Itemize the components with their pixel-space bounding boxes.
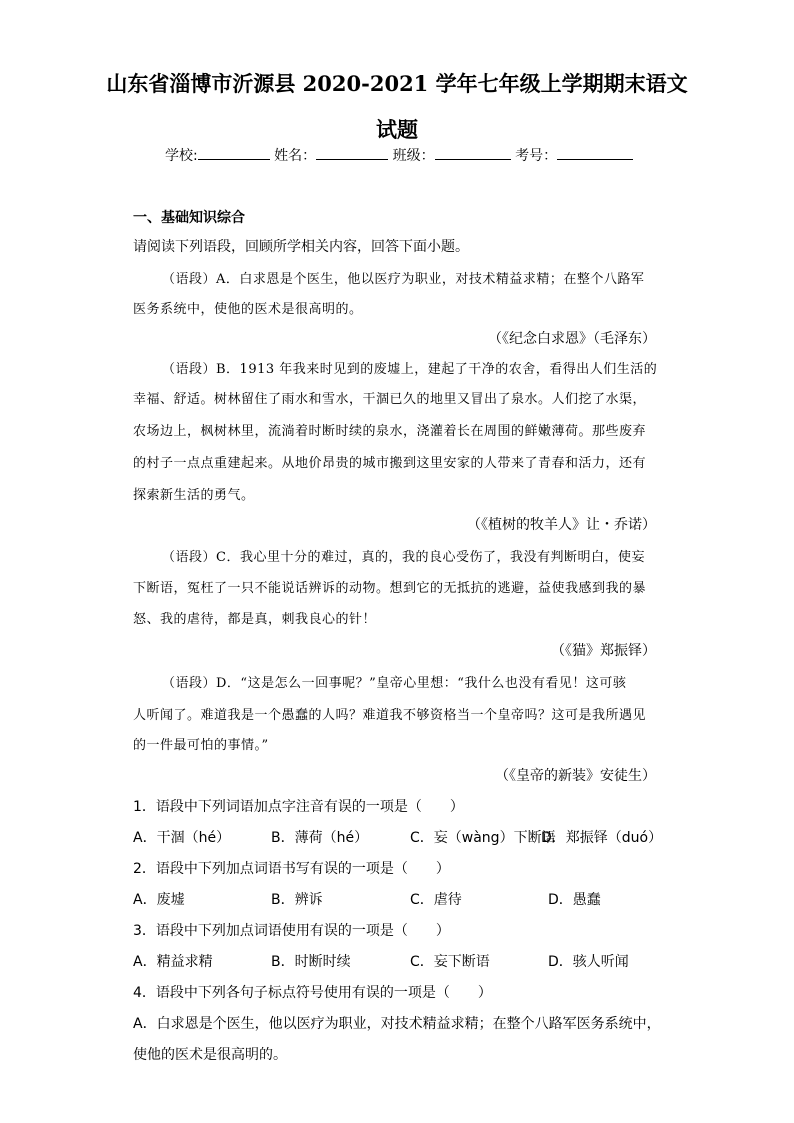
question-2-option-c[interactable]: C．虐待 xyxy=(410,892,462,908)
passage-d-line: （语段）D．“这是怎么一回事呢？”皇帝心里想：“我什么也没有看见！这可骇 xyxy=(162,676,627,691)
number-blank[interactable] xyxy=(557,145,633,160)
passage-a-line: （语段）A．白求恩是个医生，他以医疗为职业，对技术精益求精；在整个八路军 xyxy=(162,272,645,287)
question-2-option-d[interactable]: D．愚蠢 xyxy=(548,892,601,908)
page-title-line1: 山东省淄博市沂源县 2020-2021 学年七年级上学期期末语文 xyxy=(106,71,688,96)
passage-b-line: 幸福、舒适。树林留住了雨水和雪水，干涸已久的地里又冒出了泉水。人们挖了水渠， xyxy=(133,392,647,407)
class-blank[interactable] xyxy=(435,145,511,160)
section-heading: 一、基础知识综合 xyxy=(133,210,245,226)
question-3-option-a[interactable]: A．精益求精 xyxy=(133,954,213,970)
passage-c-line: （语段）C．我心里十分的难过，真的，我的良心受伤了，我没有判断明白，使妄 xyxy=(162,550,645,565)
passage-b-source: （《植树的牧羊人》让・乔诺） xyxy=(467,517,656,533)
passage-c-line: 下断语，冤枉了一只不能说话辨诉的动物。想到它的无抵抗的逃避，益使我感到我的暴 xyxy=(133,581,647,596)
class-label: 班级： xyxy=(392,148,435,164)
question-3-option-b[interactable]: B．时断时续 xyxy=(271,954,351,970)
student-info-row xyxy=(165,145,633,165)
school-blank[interactable] xyxy=(198,145,270,160)
passage-c-source: （《猫》郑振铎） xyxy=(551,643,656,659)
question-1-stem: 1．语段中下列词语加点字注音有误的一项是（ ） xyxy=(133,799,464,815)
page-title-line2: 试题 xyxy=(376,117,418,142)
passage-a-line: 医务系统中，使他的医术是很高明的。 xyxy=(133,302,363,317)
question-1-option-c[interactable]: C．妄（wàng）下断语 xyxy=(410,830,556,846)
question-2-option-b[interactable]: B．辨诉 xyxy=(271,892,323,908)
question-1-option-a[interactable]: A．干涸（hé） xyxy=(133,830,231,846)
passage-b-line: 探索新生活的勇气。 xyxy=(133,488,255,503)
question-1-option-d[interactable]: D．郑振铎（duó） xyxy=(541,830,663,846)
passage-d-line: 人听闻了。难道我是一个愚蠢的人吗？难道我不够资格当一个皇帝吗？这可是我所遇见 xyxy=(133,708,647,723)
passage-a-source: （《纪念白求恩》（毛泽东） xyxy=(488,331,656,347)
passage-c-line: 怒、我的虐待，都是真，刺我良心的针！ xyxy=(133,612,377,627)
name-label: 姓名： xyxy=(274,148,317,164)
passage-d-line: 的一件最可怕的事情。” xyxy=(133,738,269,753)
number-label: 考号： xyxy=(515,148,558,164)
passage-d-source: （《皇帝的新装》安徒生） xyxy=(495,768,656,784)
question-3-stem: 3．语段中下列加点词语使用有误的一项是（ ） xyxy=(133,923,450,939)
question-4-stem: 4．语段中下列各句子标点符号使用有误的一项是（ ） xyxy=(133,985,492,1001)
passage-b-line: 的村子一点点重建起来。从地价昂贵的城市搬到这里安家的人带来了青春和活力，还有 xyxy=(133,456,647,471)
passage-b-line: 农场边上，枫树林里，流淌着时断时续的泉水，浇灌着长在周围的鲜嫩薄荷。那些废弃 xyxy=(133,424,647,439)
question-3-option-c[interactable]: C．妄下断语 xyxy=(410,954,490,970)
question-3-option-d[interactable]: D．骇人听闻 xyxy=(548,954,629,970)
section-intro: 请阅读下列语段，回顾所学相关内容，回答下面小题。 xyxy=(133,239,469,255)
question-4-option-a-line[interactable]: 使他的医术是很高明的。 xyxy=(133,1047,287,1063)
question-2-stem: 2．语段中下列加点词语书写有误的一项是（ ） xyxy=(133,861,450,877)
question-1-option-b[interactable]: B．薄荷（hé） xyxy=(271,830,369,846)
question-4-option-a-line[interactable]: A．白求恩是个医生，他以医疗为职业，对技术精益求精；在整个八路军医务系统中， xyxy=(133,1016,661,1032)
passage-b-line: （语段）B．1913 年我来时见到的废墟上，建起了干净的农舍，看得出人们生活的 xyxy=(162,362,658,377)
name-blank[interactable] xyxy=(316,145,388,160)
question-2-option-a[interactable]: A．废墟 xyxy=(133,892,185,908)
school-label: 学校: xyxy=(165,148,198,164)
